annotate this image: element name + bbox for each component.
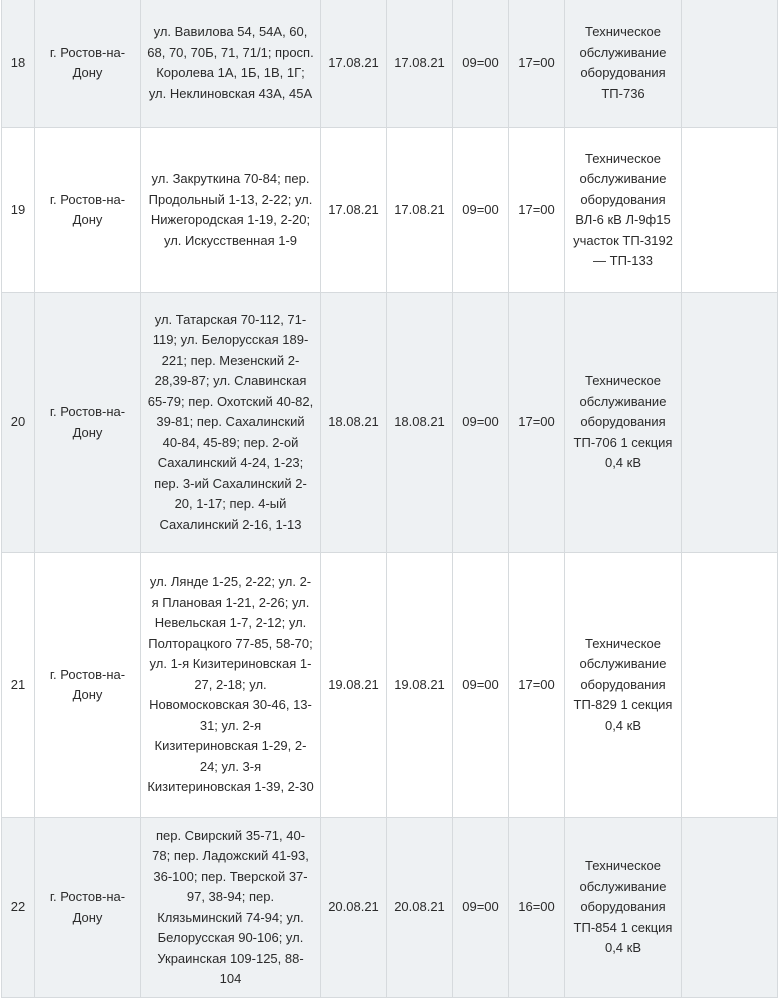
city-cell: г. Ростов-на-Дону: [35, 293, 141, 553]
addresses-cell: ул. Вавилова 54, 54А, 60, 68, 70, 70Б, 71, 71/1; просп. Королева 1А, 1Б, 1В, 1Г; ул. Неклиновская 43А, 45А: [141, 0, 321, 128]
outage-schedule-table: [1, 0, 778, 998]
note-cell: [682, 128, 778, 293]
date-start-cell: 19.08.21: [321, 553, 387, 818]
row-number: 18: [2, 0, 35, 128]
time-end-cell: 17=00: [509, 128, 565, 293]
table-row: [2, 553, 778, 818]
addresses-cell: ул. Татарская 70-112, 71-119; ул. Белорусская 189-221; пер. Мезенский 2-28,39-87; ул. Славинская 65-79; пер. Охотский 40-82, 39-81; пер. Сахалинский 40-84, 45-89; пер. 2-ой Сахалинский 4-24, 1-23; пер. 3-ий Сахалинский 2-20, 1-17; пер. 4-ый Сахалинский 2-16, 1-13: [141, 293, 321, 553]
time-end-cell: 17=00: [509, 0, 565, 128]
city-cell: г. Ростов-на-Дону: [35, 0, 141, 128]
time-start-cell: 09=00: [453, 818, 509, 998]
note-cell: [682, 0, 778, 128]
date-end-cell: 19.08.21: [387, 553, 453, 818]
note-cell: [682, 818, 778, 998]
date-start-cell: 20.08.21: [321, 818, 387, 998]
addresses-cell: ул. Закруткина 70-84; пер. Продольный 1-13, 2-22; ул. Нижегородская 1-19, 2-20; ул. Искусственная 1-9: [141, 128, 321, 293]
time-start-cell: 09=00: [453, 0, 509, 128]
time-start-cell: 09=00: [453, 553, 509, 818]
date-end-cell: 18.08.21: [387, 293, 453, 553]
date-end-cell: 17.08.21: [387, 0, 453, 128]
table-row: [2, 818, 778, 998]
city-cell: г. Ростов-на-Дону: [35, 128, 141, 293]
table-row: [2, 293, 778, 553]
date-start-cell: 17.08.21: [321, 128, 387, 293]
table-row: [2, 0, 778, 128]
date-start-cell: 17.08.21: [321, 0, 387, 128]
table-row: [2, 128, 778, 293]
time-start-cell: 09=00: [453, 293, 509, 553]
work-description-cell: Техническое обслуживание оборудования ТП-854 1 секция 0,4 кВ: [565, 818, 682, 998]
note-cell: [682, 553, 778, 818]
city-cell: г. Ростов-на-Дону: [35, 553, 141, 818]
work-description-cell: Техническое обслуживание оборудования ТП-829 1 секция 0,4 кВ: [565, 553, 682, 818]
time-start-cell: 09=00: [453, 128, 509, 293]
work-description-cell: Техническое обслуживание оборудования ТП-706 1 секция 0,4 кВ: [565, 293, 682, 553]
date-end-cell: 17.08.21: [387, 128, 453, 293]
work-description-cell: Техническое обслуживание оборудования ВЛ-6 кВ Л-9ф15 участок ТП-3192 — ТП-133: [565, 128, 682, 293]
time-end-cell: 17=00: [509, 553, 565, 818]
row-number: 22: [2, 818, 35, 998]
time-end-cell: 17=00: [509, 293, 565, 553]
city-cell: г. Ростов-на-Дону: [35, 818, 141, 998]
row-number: 21: [2, 553, 35, 818]
time-end-cell: 16=00: [509, 818, 565, 998]
date-end-cell: 20.08.21: [387, 818, 453, 998]
addresses-cell: ул. Лянде 1-25, 2-22; ул. 2-я Плановая 1-21, 2-26; ул. Невельская 1-7, 2-12; ул. Полторацкого 77-85, 58-70; ул. 1-я Кизитериновская 1-27, 2-18; ул. Новомосковская 30-46, 13-31; ул. 2-я Кизитериновская 1-29, 2-24; ул. 3-я Кизитериновская 1-39, 2-30: [141, 553, 321, 818]
date-start-cell: 18.08.21: [321, 293, 387, 553]
work-description-cell: Техническое обслуживание оборудования ТП-736: [565, 0, 682, 128]
addresses-cell: пер. Свирский 35-71, 40-78; пер. Ладожский 41-93, 36-100; пер. Тверской 37-97, 38-94; пер. Клязьминский 74-94; ул. Белорусская 90-106; ул. Украинская 109-125, 88-104: [141, 818, 321, 998]
row-number: 19: [2, 128, 35, 293]
row-number: 20: [2, 293, 35, 553]
note-cell: [682, 293, 778, 553]
